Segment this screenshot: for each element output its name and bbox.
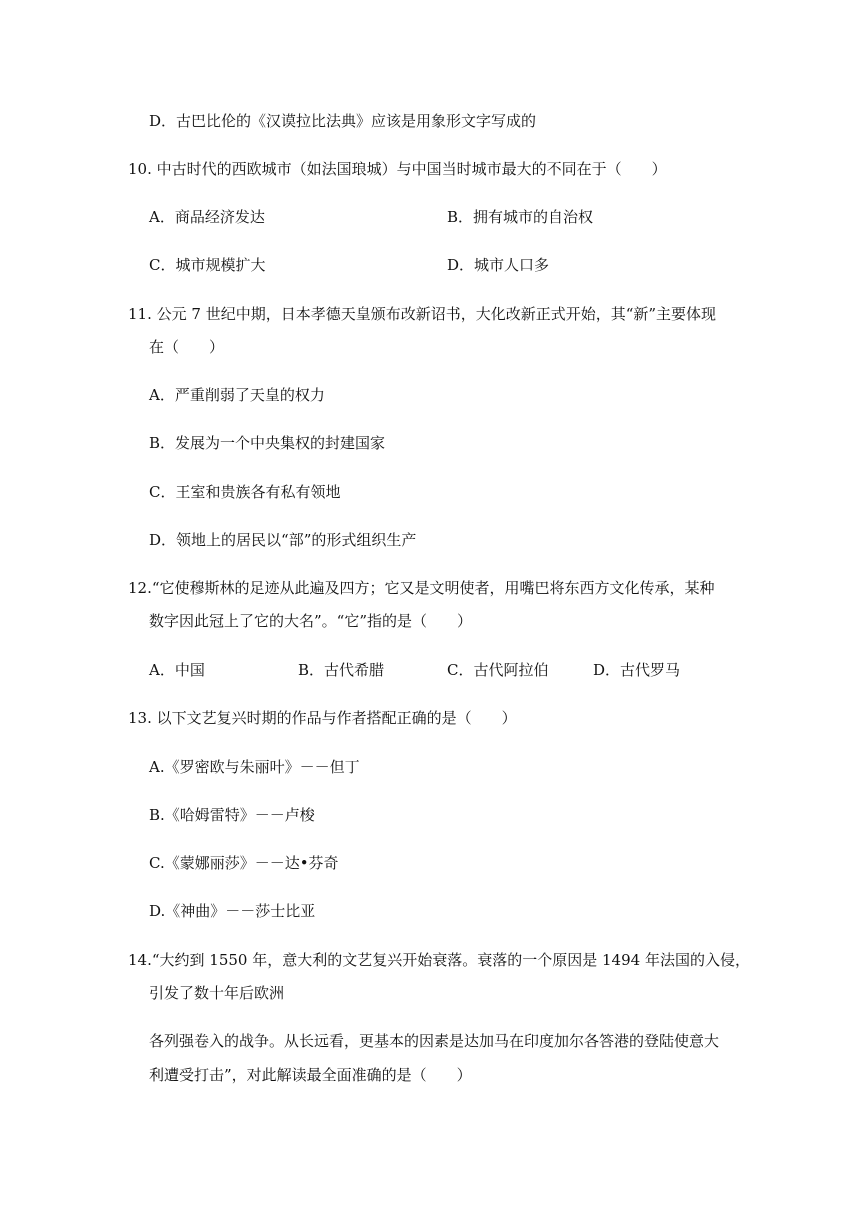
q10-stem: 10. 中古时代的西欧城市（如法国琅城）与中国当时城市最大的不同在于（ ） <box>128 160 667 178</box>
q14-stem-line1: 14.“大约到 1550 年，意大利的文艺复兴开始衰落。衰落的一个原因是 1494 年法国的入侵， <box>128 951 750 969</box>
q11-stem-line2: 在（ ） <box>149 338 225 356</box>
q11-option-a: A．严重削弱了天皇的权力 <box>149 386 325 404</box>
q12-option-a: A．中国 <box>149 661 205 679</box>
q13-option-b: B.《哈姆雷特》－－卢梭 <box>149 806 315 824</box>
q11-stem-line1: 11. 公元 7 世纪中期，日本孝德天皇颁布改新诏书，大化改新正式开始，其“新”主要体现 <box>128 305 717 323</box>
q12-option-c: C．古代阿拉伯 <box>447 661 549 679</box>
q12-option-b: B．古代希腊 <box>298 661 385 679</box>
q13-option-a: A.《罗密欧与朱丽叶》－－但丁 <box>149 758 360 776</box>
q9-option-d: D．古巴比伦的《汉谟拉比法典》应该是用象形文字写成的 <box>149 112 537 130</box>
q11-option-d: D．领地上的居民以“部”的形式组织生产 <box>149 531 417 549</box>
q10-option-d: D．城市人口多 <box>447 256 550 274</box>
q12-option-d: D．古代罗马 <box>593 661 681 679</box>
q13-stem: 13. 以下文艺复兴时期的作品与作者搭配正确的是（ ） <box>128 709 517 727</box>
q11-option-c: C．王室和贵族各有私有领地 <box>149 483 341 501</box>
q13-option-d: D.《神曲》－－莎士比亚 <box>149 902 316 920</box>
q13-option-c: C.《蒙娜丽莎》－－达•芬奇 <box>149 854 339 872</box>
q10-option-c: C．城市规模扩大 <box>149 256 266 274</box>
q12-stem-line1: 12.“它使穆斯林的足迹从此遍及四方；它又是文明使者，用嘴巴将东西方文化传承，某种 <box>128 579 715 597</box>
q14-stem-line4: 利遭受打击”，对此解读最全面准确的是（ ） <box>149 1066 472 1084</box>
q14-stem-line2: 引发了数十年后欧洲 <box>149 984 285 1002</box>
q10-option-a: A．商品经济发达 <box>149 208 265 226</box>
q12-stem-line2: 数字因此冠上了它的大名”。“它”指的是（ ） <box>149 612 473 630</box>
q10-option-b: B．拥有城市的自治权 <box>447 208 594 226</box>
q11-option-b: B．发展为一个中央集权的封建国家 <box>149 434 386 452</box>
q14-stem-line3: 各列强卷入的战争。从长远看，更基本的因素是达加马在印度加尔各答港的登陆使意大 <box>149 1032 720 1050</box>
